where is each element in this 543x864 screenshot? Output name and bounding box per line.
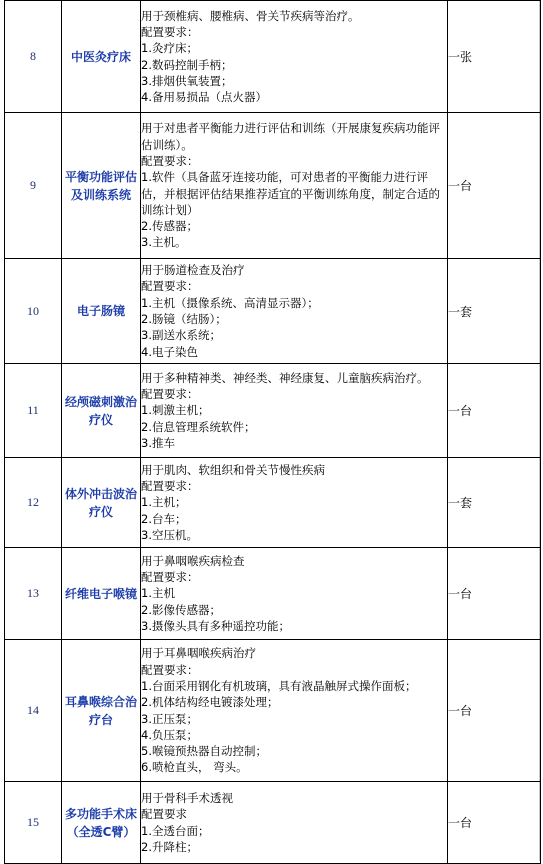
requirement-line: 3.副送水系统； <box>141 328 221 343</box>
requirement-line: 配置要求： <box>141 387 199 402</box>
quantity: 一张 <box>448 1 541 113</box>
equipment-requirements <box>141 782 448 864</box>
row-number: 10 <box>5 259 62 364</box>
requirement-line: 3.推车 <box>141 435 175 450</box>
equipment-requirements <box>141 548 448 640</box>
requirement-line: 2.传感器； <box>141 219 198 234</box>
equipment-requirements <box>141 1 448 113</box>
row-number: 9 <box>5 113 62 259</box>
equipment-name: 平衡功能评估及训练系统 <box>62 113 141 259</box>
equipment-requirements <box>141 640 448 782</box>
table-row <box>5 548 541 640</box>
table-row <box>5 1 541 113</box>
requirement-line: 2.肠镜（结肠）； <box>141 312 227 326</box>
requirement-line: 1.全透台面； <box>141 823 210 838</box>
requirement-line: 用于肠道检查及治疗 <box>141 263 245 278</box>
requirement-line: 1.主机； <box>141 495 187 510</box>
table-row <box>5 364 541 458</box>
equipment-spec-table <box>4 0 541 864</box>
row-number: 12 <box>5 458 62 548</box>
table-body <box>5 1 541 864</box>
requirement-line: 用于骨科手术透视 <box>141 790 233 805</box>
requirement-line: 4.备用易损品（点火器） <box>141 90 267 105</box>
quantity: 一套 <box>448 259 541 364</box>
equipment-name: 经颅磁刺激治疗仪 <box>62 364 141 458</box>
requirement-line: 4.负压泵； <box>141 727 198 742</box>
row-number: 8 <box>5 1 62 113</box>
quantity: 一套 <box>448 458 541 548</box>
requirement-line: 3.排烟供氧装置； <box>141 73 233 88</box>
requirement-line: 配置要求： <box>141 279 199 294</box>
requirement-line: 配置要求： <box>141 570 199 585</box>
requirement-line: 3.正压泵； <box>141 711 198 726</box>
equipment-requirements <box>141 113 448 259</box>
requirement-line: 2.升降柱； <box>141 839 198 854</box>
requirement-line: 5.喉镜预热器自动控制； <box>141 744 267 759</box>
quantity: 一台 <box>448 782 541 864</box>
row-number: 11 <box>5 364 62 458</box>
requirement-line: 用于多种精神类、神经类、神经康复、儿童脑疾病治疗。 <box>141 370 429 385</box>
quantity: 一台 <box>448 640 541 782</box>
requirement-line: 3.摄像头具有多种遥控功能； <box>141 618 290 633</box>
equipment-name: 体外冲击波治疗仪 <box>62 458 141 548</box>
requirement-line: 用于耳鼻咽喉疾病治疗 <box>141 646 256 661</box>
requirement-line: 用于肌肉、软组织和骨关节慢性疾病 <box>141 462 325 477</box>
requirement-line: 1.主机（摄像系统、高清显示器）； <box>141 295 319 310</box>
requirement-line: 2.台车； <box>141 511 187 526</box>
requirement-line: 1.刺激主机； <box>141 403 210 418</box>
row-number: 14 <box>5 640 62 782</box>
table-row <box>5 640 541 782</box>
requirement-line: 用于鼻咽喉疾病检查 <box>141 553 245 568</box>
requirement-line: 配置要求： <box>141 24 199 39</box>
requirement-line: 2.机体结构经电镀漆处理； <box>141 695 279 710</box>
equipment-name: 纤维电子喉镜 <box>62 548 141 640</box>
requirement-line: 1.灸疗床； <box>141 41 198 56</box>
table-row <box>5 782 541 864</box>
requirement-line: 2.数码控制手柄； <box>141 57 233 72</box>
requirement-line: 1.台面采用钢化有机玻璃，具有液晶触屏式操作面板； <box>141 678 417 693</box>
requirement-line: 4.电子染色 <box>141 344 198 359</box>
equipment-name: 耳鼻喉综合治疗台 <box>62 640 141 782</box>
requirement-line: 用于颈椎病、腰椎病、骨关节疾病等治疗。 <box>141 8 360 23</box>
equipment-name: 多功能手术床（全透C臂） <box>62 782 141 864</box>
quantity: 一台 <box>448 364 541 458</box>
requirement-line: 用于对患者平衡能力进行评估和训练（开展康复疾病功能评估训练）。 <box>141 121 440 152</box>
requirement-line: 1.主机 <box>141 586 175 601</box>
equipment-requirements <box>141 458 448 548</box>
table-row <box>5 259 541 364</box>
requirement-line: 3.主机。 <box>141 235 187 250</box>
requirement-line: 3.空压机。 <box>141 527 198 542</box>
equipment-requirements <box>141 364 448 458</box>
requirement-line: 2.影像传感器； <box>141 602 221 617</box>
quantity: 一台 <box>448 548 541 640</box>
equipment-requirements <box>141 259 448 364</box>
requirement-line: 配置要求 <box>141 807 187 822</box>
equipment-name: 中医灸疗床 <box>62 1 141 113</box>
table-row <box>5 458 541 548</box>
row-number: 15 <box>5 782 62 864</box>
equipment-name: 电子肠镜 <box>62 259 141 364</box>
requirement-line: 6.喷枪直头， 弯头。 <box>141 760 248 775</box>
requirement-line: 配置要求： <box>141 479 199 494</box>
requirement-line: 2.信息管理系统软件； <box>141 419 256 434</box>
requirement-line: 配置要求： <box>141 662 199 677</box>
table-row <box>5 113 541 259</box>
quantity: 一台 <box>448 113 541 259</box>
row-number: 13 <box>5 548 62 640</box>
requirement-line: 1.软件（具备蓝牙连接功能，可对患者的平衡能力进行评估，并根据评估结果推荐适宜的平衡训练角度，制定合适的训练计划） <box>141 170 440 217</box>
requirement-line: 配置要求： <box>141 153 199 168</box>
